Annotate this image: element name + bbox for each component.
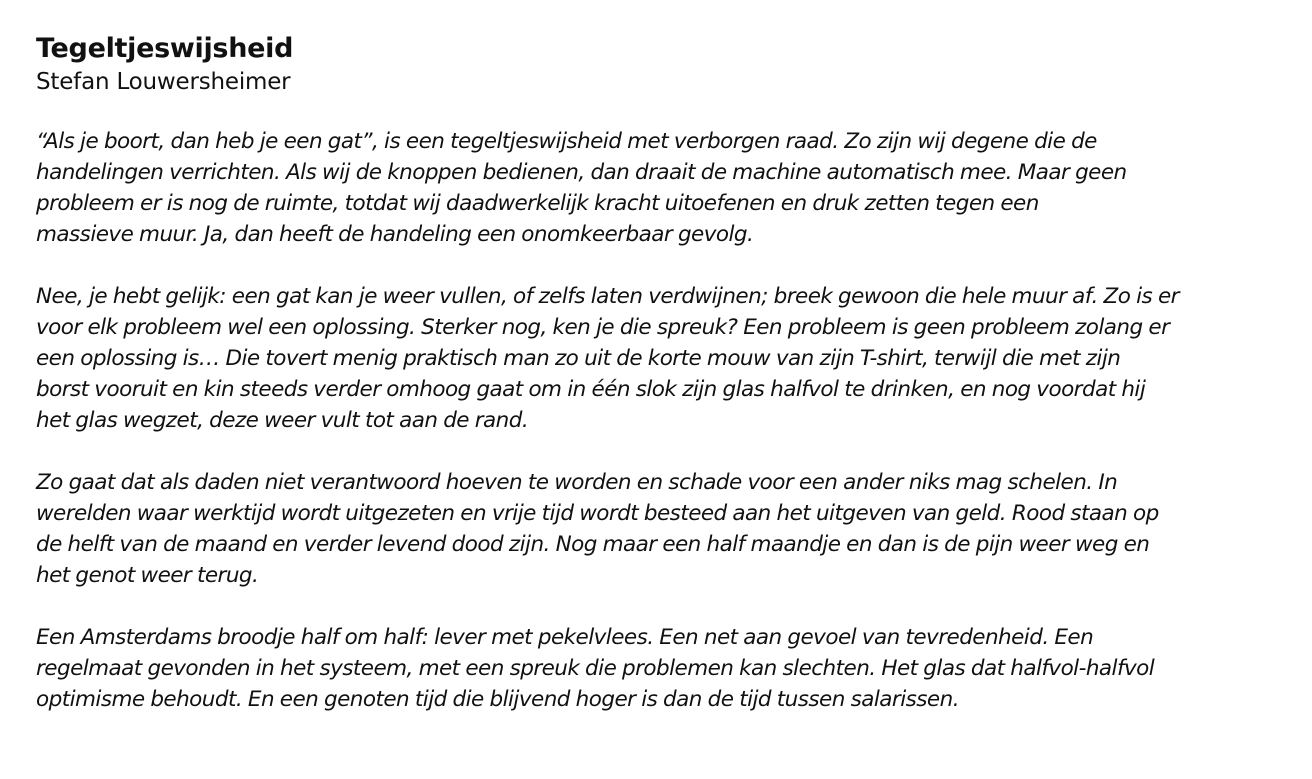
- paragraph-line: Nee, je hebt gelijk: een gat kan je weer vullen, of zelfs laten verdwijnen; breek gewoon die hele muur af. Zo is er: [36, 284, 1179, 309]
- paragraph-4: [36, 622, 1286, 715]
- document-page: [36, 32, 1286, 746]
- paragraph-line: optimisme behoudt. En een genoten tijd die blijvend hoger is dan de tijd tussen salarissen.: [36, 687, 959, 712]
- paragraph-line: massieve muur. Ja, dan heeft de handeling een onomkeerbaar gevolg.: [36, 222, 754, 247]
- paragraph-line: het glas wegzet, deze weer vult tot aan de rand.: [36, 408, 529, 433]
- paragraph-line: een oplossing is… Die tovert menig praktisch man zo uit de korte mouw van zijn T-shirt, terwijl die met zijn: [36, 346, 1121, 371]
- paragraph-line: Zo gaat dat als daden niet verantwoord hoeven te worden en schade voor een ander niks mag schelen. In: [36, 470, 1118, 495]
- paragraph-line: borst vooruit en kin steeds verder omhoog gaat om in één slok zijn glas halfvol te drinken, en nog voordat hij: [36, 377, 1146, 402]
- paragraph-line: probleem er is nog de ruimte, totdat wij daadwerkelijk kracht uitoefenen en druk zetten tegen een: [36, 191, 1039, 216]
- paragraph-2: [36, 281, 1286, 436]
- paragraph-line: Een Amsterdams broodje half om half: lever met pekelvlees. Een net aan gevoel van tevredenheid. Een: [36, 625, 1094, 650]
- paragraph-3: [36, 467, 1286, 591]
- document-body: [36, 126, 1286, 715]
- paragraph-line: werelden waar werktijd wordt uitgezeten en vrije tijd wordt besteed aan het uitgeven van geld. Rood staan op: [36, 501, 1159, 526]
- document-title: Tegeltjeswijsheid: [36, 33, 294, 64]
- paragraph-line: voor elk probleem wel een oplossing. Sterker nog, ken je die spreuk? Een probleem is geen probleem zolang er: [36, 315, 1170, 340]
- paragraph-line: handelingen verrichten. Als wij de knoppen bedienen, dan draait de machine automatisch mee. Maar geen: [36, 160, 1127, 185]
- paragraph-line: “Als je boort, dan heb je een gat”, is een tegeltjeswijsheid met verborgen raad. Zo zijn wij degene die de: [36, 129, 1097, 154]
- paragraph-line: het genot weer terug.: [36, 563, 259, 588]
- paragraph-line: de helft van de maand en verder levend dood zijn. Nog maar een half maandje en dan is de pijn weer weg en: [36, 532, 1150, 557]
- paragraph-1: [36, 126, 1286, 250]
- document-author: Stefan Louwersheimer: [36, 69, 291, 95]
- paragraph-line: regelmaat gevonden in het systeem, met een spreuk die problemen kan slechten. Het glas dat halfvol-halfvol: [36, 656, 1155, 681]
